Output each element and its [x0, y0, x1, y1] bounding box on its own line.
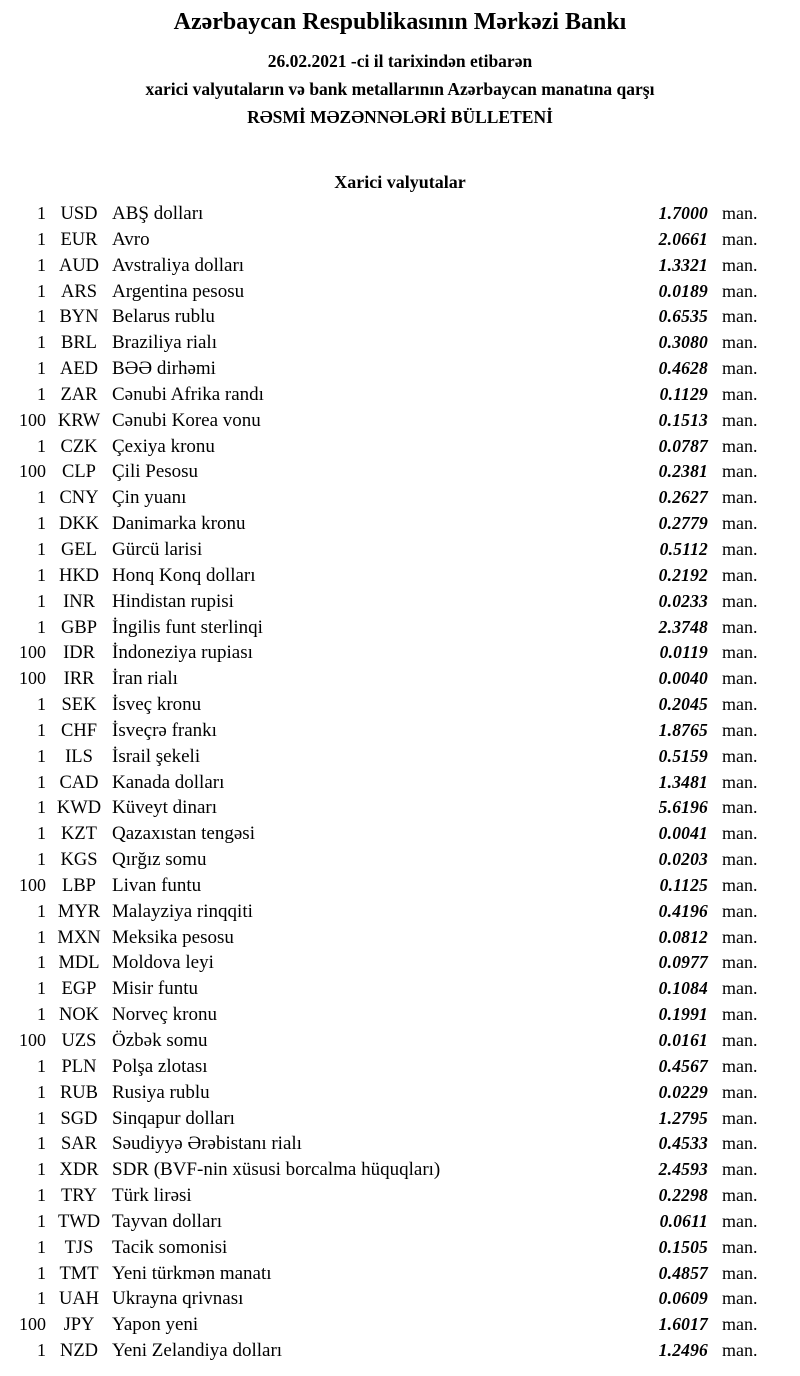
- row-qty: 100: [19, 874, 46, 895]
- row-rate: 0.4196: [658, 900, 708, 921]
- row-name: Avstraliya dolları: [112, 254, 245, 276]
- row-name: İngilis funt sterlinqi: [112, 616, 263, 638]
- row-name: İsveçrə frankı: [112, 719, 217, 741]
- row-rate: 1.7000: [658, 203, 708, 223]
- row-unit: man.: [722, 254, 758, 275]
- row-name: Argentina pesosu: [112, 280, 245, 302]
- row-rate: 0.0611: [659, 1210, 708, 1231]
- row-code: KGS: [60, 850, 98, 871]
- row-unit: man.: [722, 383, 758, 404]
- row-rate: 1.3481: [658, 771, 708, 792]
- row-name: Yeni Zelandiya dolları: [112, 1340, 283, 1362]
- row-name: Misir funtu: [112, 978, 199, 1000]
- row-qty: 1: [37, 332, 46, 353]
- row-qty: 1: [37, 616, 46, 637]
- rate-row: [0, 591, 770, 617]
- row-code: TWD: [57, 1211, 101, 1232]
- row-qty: 1: [37, 1185, 46, 1206]
- rate-row: [0, 384, 770, 410]
- rate-row: [0, 746, 770, 772]
- row-unit: man.: [722, 487, 758, 508]
- row-unit: man.: [722, 616, 758, 637]
- row-qty: 1: [37, 203, 46, 223]
- row-qty: 100: [19, 409, 46, 430]
- row-qty: 1: [37, 771, 46, 792]
- row-unit: man.: [722, 228, 758, 249]
- row-unit: man.: [722, 538, 758, 559]
- row-rate: 0.2192: [658, 564, 708, 585]
- row-qty: 100: [19, 642, 46, 663]
- bank-title: Azərbaycan Respublikasının Mərkəzi Bankı: [173, 9, 627, 35]
- row-code: TJS: [64, 1237, 94, 1258]
- row-code: KRW: [57, 410, 101, 431]
- rate-row: [0, 1159, 770, 1185]
- row-name: İndoneziya rupiası: [112, 642, 253, 664]
- rate-row: [0, 720, 770, 746]
- row-rate: 0.4567: [658, 1055, 708, 1076]
- row-qty: 1: [37, 1340, 46, 1361]
- row-unit: man.: [722, 1081, 758, 1102]
- row-unit: man.: [722, 513, 758, 534]
- bulletin-title-line: RƏSMİ MƏZƏNNƏLƏRİ BÜLLETENİ: [247, 107, 553, 127]
- row-qty: 1: [37, 383, 46, 404]
- row-code: CAD: [59, 772, 99, 793]
- row-unit: man.: [722, 668, 758, 689]
- row-unit: man.: [722, 409, 758, 430]
- row-code: KZT: [61, 824, 97, 845]
- row-unit: man.: [722, 797, 758, 818]
- row-name: Norveç kronu: [112, 1004, 217, 1026]
- row-code: UZS: [61, 1031, 97, 1051]
- rate-row: [0, 539, 770, 565]
- row-rate: 1.8765: [658, 719, 708, 740]
- row-code: ZAR: [60, 384, 98, 405]
- row-code: CLP: [62, 462, 96, 483]
- document-header: [0, 0, 800, 131]
- row-unit: man.: [722, 1288, 758, 1309]
- row-name: Çexiya kronu: [112, 435, 215, 457]
- row-name: Küveyt dinarı: [112, 797, 218, 819]
- rate-row: [0, 1108, 770, 1134]
- rate-row: [0, 1004, 770, 1030]
- row-rate: 0.5112: [659, 538, 708, 559]
- rate-row: [0, 668, 770, 694]
- row-unit: man.: [722, 306, 758, 327]
- row-code: UAH: [58, 1289, 100, 1310]
- row-qty: 1: [37, 435, 46, 456]
- row-unit: man.: [722, 1004, 758, 1025]
- row-code: LBP: [62, 875, 96, 896]
- rate-row: [0, 513, 770, 539]
- rate-row: [0, 1030, 770, 1056]
- row-code: JPY: [63, 1315, 95, 1336]
- row-code: SAR: [61, 1134, 97, 1155]
- section-title-foreign-currencies: Xarici valyutalar: [334, 172, 466, 192]
- rate-row: [0, 203, 770, 229]
- row-rate: 0.1513: [658, 409, 708, 430]
- row-unit: man.: [722, 203, 758, 223]
- row-code: CNY: [59, 488, 99, 509]
- row-code: GBP: [61, 617, 97, 638]
- row-qty: 1: [37, 564, 46, 585]
- rate-row: [0, 1133, 770, 1159]
- rate-row: [0, 1185, 770, 1211]
- row-qty: 1: [37, 306, 46, 327]
- row-name: Yeni türkmən manatı: [112, 1262, 272, 1284]
- row-unit: man.: [722, 926, 758, 947]
- rate-row: [0, 617, 770, 643]
- row-qty: 1: [37, 1262, 46, 1283]
- row-qty: 100: [19, 1030, 46, 1050]
- row-code: ARS: [61, 281, 97, 302]
- row-rate: 0.1084: [658, 978, 708, 999]
- row-name: Braziliya rialı: [112, 332, 217, 354]
- row-code: IRR: [63, 669, 95, 690]
- row-qty: 1: [37, 228, 46, 249]
- row-qty: 1: [37, 487, 46, 508]
- row-name: Rusiya rublu: [112, 1081, 210, 1103]
- row-name: Cənubi Afrika randı: [112, 383, 264, 405]
- row-code: AUD: [58, 255, 100, 276]
- row-unit: man.: [722, 1210, 758, 1231]
- row-code: GEL: [61, 539, 97, 560]
- row-rate: 0.0203: [658, 849, 708, 870]
- row-qty: 1: [37, 952, 46, 973]
- row-rate: 0.0189: [658, 280, 708, 301]
- rate-row: [0, 978, 770, 1004]
- row-qty: 1: [37, 280, 46, 301]
- row-rate: 0.0609: [658, 1288, 708, 1309]
- row-rate: 0.5159: [658, 745, 708, 766]
- row-unit: man.: [722, 1055, 758, 1076]
- row-code: SGD: [60, 1108, 98, 1129]
- row-qty: 1: [37, 1133, 46, 1154]
- scope-line: xarici valyutaların və bank metallarının Azərbaycan manatına qarşı: [145, 79, 655, 99]
- row-code: MDL: [58, 953, 100, 974]
- row-name: Tayvan dolları: [112, 1210, 222, 1232]
- row-qty: 1: [37, 926, 46, 947]
- rate-row: [0, 927, 770, 953]
- row-code: TRY: [61, 1186, 97, 1207]
- row-code: INR: [63, 591, 95, 612]
- row-name: İran rialı: [112, 668, 178, 690]
- row-code: CHF: [61, 720, 97, 741]
- row-code: TMT: [59, 1263, 99, 1284]
- row-code: NZD: [59, 1341, 99, 1362]
- row-unit: man.: [722, 1133, 758, 1154]
- row-name: Tacik somonisi: [112, 1236, 228, 1258]
- row-rate: 0.1129: [659, 383, 708, 404]
- row-rate: 0.3080: [658, 332, 708, 353]
- rate-row: [0, 565, 770, 591]
- row-rate: 2.3748: [658, 616, 708, 637]
- row-unit: man.: [722, 280, 758, 301]
- row-qty: 1: [37, 823, 46, 844]
- row-unit: man.: [722, 823, 758, 844]
- row-rate: 0.1125: [659, 874, 708, 895]
- row-qty: 1: [37, 1004, 46, 1025]
- row-qty: 1: [37, 538, 46, 559]
- row-code: EGP: [61, 979, 97, 1000]
- row-qty: 1: [37, 797, 46, 818]
- effective-date-line: 26.02.2021 -ci il tarixindən etibarən: [267, 51, 533, 71]
- row-rate: 5.6196: [658, 797, 708, 818]
- row-code: NOK: [58, 1005, 100, 1026]
- row-unit: man.: [722, 332, 758, 353]
- rate-row: [0, 436, 770, 462]
- row-unit: man.: [722, 694, 758, 715]
- row-unit: man.: [722, 1030, 758, 1050]
- row-name: Hindistan rupisi: [112, 590, 234, 612]
- row-qty: 1: [37, 719, 46, 740]
- row-qty: 1: [37, 1107, 46, 1128]
- row-name: Sinqapur dolları: [112, 1107, 235, 1129]
- row-unit: man.: [722, 642, 758, 663]
- rate-row: [0, 1288, 770, 1314]
- rate-row: [0, 1237, 770, 1263]
- row-code: KWD: [56, 798, 102, 819]
- rate-row: [0, 306, 770, 332]
- row-name: Qazaxıstan tengəsi: [112, 823, 255, 845]
- row-code: BYN: [59, 307, 99, 328]
- row-rate: 2.4593: [658, 1159, 708, 1180]
- row-name: İsrail şekeli: [112, 745, 201, 767]
- row-code: RUB: [59, 1082, 99, 1103]
- row-name: Belarus rublu: [112, 306, 215, 328]
- row-rate: 0.2381: [658, 461, 708, 482]
- row-qty: 1: [37, 1159, 46, 1180]
- row-name: Özbək somu: [112, 1030, 208, 1051]
- row-rate: 0.4533: [658, 1133, 708, 1154]
- row-unit: man.: [722, 1236, 758, 1257]
- row-qty: 100: [19, 1314, 46, 1335]
- rate-row: [0, 901, 770, 927]
- rate-row: [0, 1082, 770, 1108]
- rate-row: [0, 875, 770, 901]
- row-unit: man.: [722, 590, 758, 611]
- row-code: USD: [60, 204, 98, 224]
- row-unit: man.: [722, 952, 758, 973]
- row-name: Kanada dolları: [112, 771, 225, 793]
- row-unit: man.: [722, 978, 758, 999]
- rate-row: [0, 1056, 770, 1082]
- row-qty: 1: [37, 900, 46, 921]
- rates-table: [0, 203, 800, 1366]
- row-name: Qırğız somu: [112, 849, 207, 871]
- row-rate: 0.2298: [658, 1185, 708, 1206]
- row-rate: 1.6017: [658, 1314, 708, 1335]
- row-rate: 0.4857: [658, 1262, 708, 1283]
- row-unit: man.: [722, 771, 758, 792]
- rate-row: [0, 1340, 770, 1366]
- row-unit: man.: [722, 1185, 758, 1206]
- row-name: Ukrayna qrivnası: [112, 1288, 244, 1310]
- row-unit: man.: [722, 719, 758, 740]
- row-name: BƏƏ dirhəmi: [112, 358, 216, 380]
- row-rate: 0.0812: [658, 926, 708, 947]
- rate-row: [0, 1263, 770, 1289]
- row-unit: man.: [722, 1107, 758, 1128]
- row-name: Polşa zlotası: [112, 1055, 208, 1077]
- row-code: XDR: [59, 1160, 99, 1181]
- row-name: Çin yuanı: [112, 487, 187, 509]
- row-rate: 0.0119: [659, 642, 708, 663]
- rate-row: [0, 952, 770, 978]
- row-name: Malayziya rinqqiti: [112, 900, 253, 922]
- row-name: Yapon yeni: [112, 1314, 199, 1336]
- row-unit: man.: [722, 1314, 758, 1335]
- row-unit: man.: [722, 900, 758, 921]
- row-name: Moldova leyi: [112, 952, 214, 974]
- row-name: SDR (BVF-nin xüsusi borcalma hüquqları): [112, 1159, 441, 1181]
- row-name: Gürcü larisi: [112, 538, 203, 560]
- rate-row: [0, 1314, 770, 1340]
- row-unit: man.: [722, 1262, 758, 1283]
- rate-row: [0, 410, 770, 436]
- row-name: Danimarka kronu: [112, 513, 246, 535]
- row-name: Honq Konq dolları: [112, 564, 256, 586]
- rate-row: [0, 772, 770, 798]
- rate-row: [0, 797, 770, 823]
- row-rate: 0.1991: [658, 1004, 708, 1025]
- row-rate: 0.6535: [658, 306, 708, 327]
- row-name: Meksika pesosu: [112, 926, 234, 948]
- rate-row: [0, 281, 770, 307]
- row-unit: man.: [722, 874, 758, 895]
- row-qty: 1: [37, 1288, 46, 1309]
- row-qty: 100: [19, 461, 46, 482]
- rate-row: [0, 229, 770, 255]
- rate-row: [0, 1211, 770, 1237]
- row-qty: 1: [37, 849, 46, 870]
- row-rate: 0.2627: [658, 487, 708, 508]
- rate-row: [0, 332, 770, 358]
- row-code: DKK: [58, 514, 100, 535]
- row-qty: 1: [37, 254, 46, 275]
- row-unit: man.: [722, 1340, 758, 1361]
- rate-row: [0, 487, 770, 513]
- row-qty: 1: [37, 745, 46, 766]
- row-code: MYR: [57, 901, 101, 922]
- row-code: BRL: [61, 333, 97, 354]
- row-qty: 1: [37, 513, 46, 534]
- row-qty: 1: [37, 358, 46, 379]
- row-rate: 0.4628: [658, 358, 708, 379]
- row-name: Türk lirəsi: [112, 1185, 192, 1207]
- row-qty: 100: [19, 668, 46, 689]
- row-rate: 0.1505: [658, 1236, 708, 1257]
- row-qty: 1: [37, 1055, 46, 1076]
- row-rate: 0.0977: [658, 952, 708, 973]
- row-qty: 1: [37, 590, 46, 611]
- row-name: ABŞ dolları: [112, 203, 204, 224]
- row-name: Səudiyyə Ərəbistanı rialı: [112, 1133, 302, 1155]
- rate-row: [0, 849, 770, 875]
- row-code: PLN: [61, 1056, 97, 1077]
- row-rate: 0.2779: [658, 513, 708, 534]
- row-code: HKD: [58, 565, 100, 586]
- row-unit: man.: [722, 435, 758, 456]
- row-rate: 0.0787: [658, 435, 708, 456]
- rate-row: [0, 823, 770, 849]
- row-rate: 0.0229: [658, 1081, 708, 1102]
- row-rate: 0.0161: [658, 1030, 708, 1050]
- row-name: Livan funtu: [112, 874, 202, 896]
- row-unit: man.: [722, 745, 758, 766]
- rate-row: [0, 461, 770, 487]
- row-rate: 0.0040: [658, 668, 708, 689]
- row-code: SEK: [61, 695, 97, 716]
- row-rate: 1.2795: [658, 1107, 708, 1128]
- row-qty: 1: [37, 1236, 46, 1257]
- row-unit: man.: [722, 358, 758, 379]
- row-name: Avro: [112, 228, 150, 250]
- row-code: IDR: [63, 643, 95, 664]
- row-unit: man.: [722, 849, 758, 870]
- row-code: EUR: [60, 229, 98, 250]
- row-code: ILS: [65, 746, 93, 767]
- row-qty: 1: [37, 1081, 46, 1102]
- row-rate: 1.3321: [658, 254, 708, 275]
- row-qty: 1: [37, 694, 46, 715]
- row-rate: 0.2045: [658, 694, 708, 715]
- row-rate: 2.0661: [658, 228, 708, 249]
- row-rate: 0.0233: [658, 590, 708, 611]
- row-name: Cənubi Korea vonu: [112, 409, 261, 431]
- row-rate: 0.0041: [658, 823, 708, 844]
- row-name: Çili Pesosu: [112, 461, 199, 483]
- rate-row: [0, 694, 770, 720]
- rate-row: [0, 358, 770, 384]
- row-name: İsveç kronu: [112, 694, 202, 716]
- rate-row: [0, 255, 770, 281]
- row-unit: man.: [722, 564, 758, 585]
- row-rate: 1.2496: [658, 1340, 708, 1361]
- row-code: MXN: [57, 927, 101, 948]
- row-qty: 1: [37, 1210, 46, 1231]
- rate-row: [0, 642, 770, 668]
- row-qty: 1: [37, 978, 46, 999]
- row-unit: man.: [722, 1159, 758, 1180]
- row-unit: man.: [722, 461, 758, 482]
- row-code: CZK: [60, 436, 98, 457]
- row-code: AED: [59, 359, 99, 380]
